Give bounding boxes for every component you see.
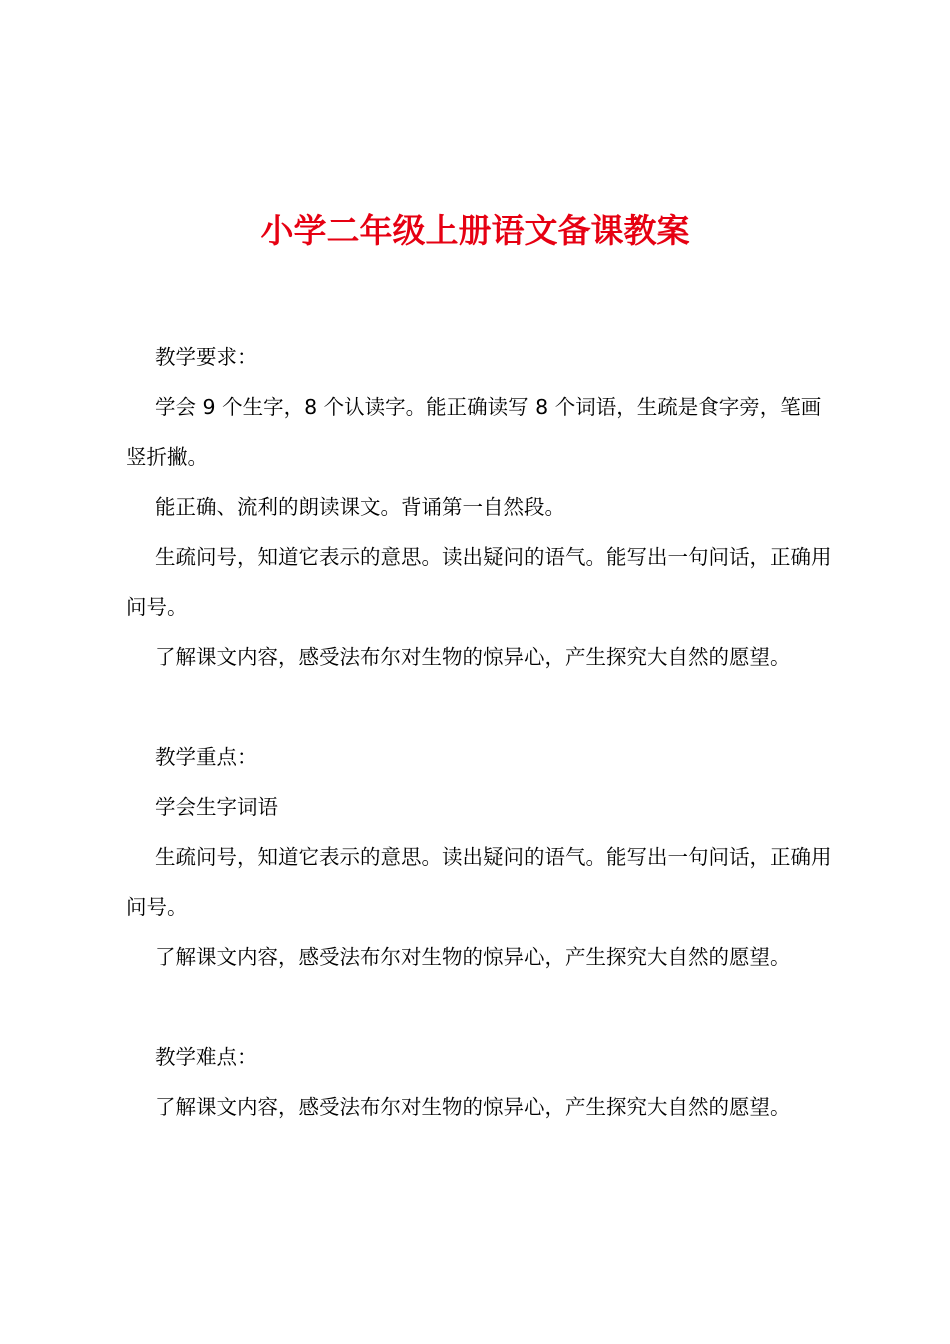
paragraph: 了解课文内容，感受法布尔对生物的惊异心，产生探究大自然的愿望。 — [155, 945, 791, 969]
section-requirements — [126, 332, 836, 682]
section-difficulties — [126, 1032, 836, 1132]
paragraph: 了解课文内容，感受法布尔对生物的惊异心，产生探究大自然的愿望。 — [155, 645, 791, 669]
paragraph: 生疏问号，知道它表示的意思。读出疑问的语气。能写出一句问话，正确用问号。 — [126, 845, 832, 919]
blank-line — [126, 682, 836, 732]
paragraph: 生疏问号，知道它表示的意思。读出疑问的语气。能写出一句问话，正确用问号。 — [126, 545, 832, 619]
document-body — [126, 332, 836, 1132]
section-heading: 教学重点： — [155, 745, 258, 769]
paragraph: 了解课文内容，感受法布尔对生物的惊异心，产生探究大自然的愿望。 — [155, 1095, 791, 1119]
document-title: 小学二年级上册语文备课教案 — [260, 211, 690, 250]
blank-line — [126, 982, 836, 1032]
paragraph: 能正确、流利的朗读课文。背诵第一自然段。 — [155, 495, 565, 519]
section-key-points — [126, 732, 836, 982]
section-heading: 教学难点： — [155, 1045, 258, 1069]
section-heading: 教学要求： — [155, 345, 258, 369]
paragraph: 学会 9 个生字，8 个认读字。能正确读写 8 个词语，生疏是食字旁，笔画竖折撇。 — [126, 395, 822, 469]
paragraph: 学会生字词语 — [155, 795, 278, 819]
